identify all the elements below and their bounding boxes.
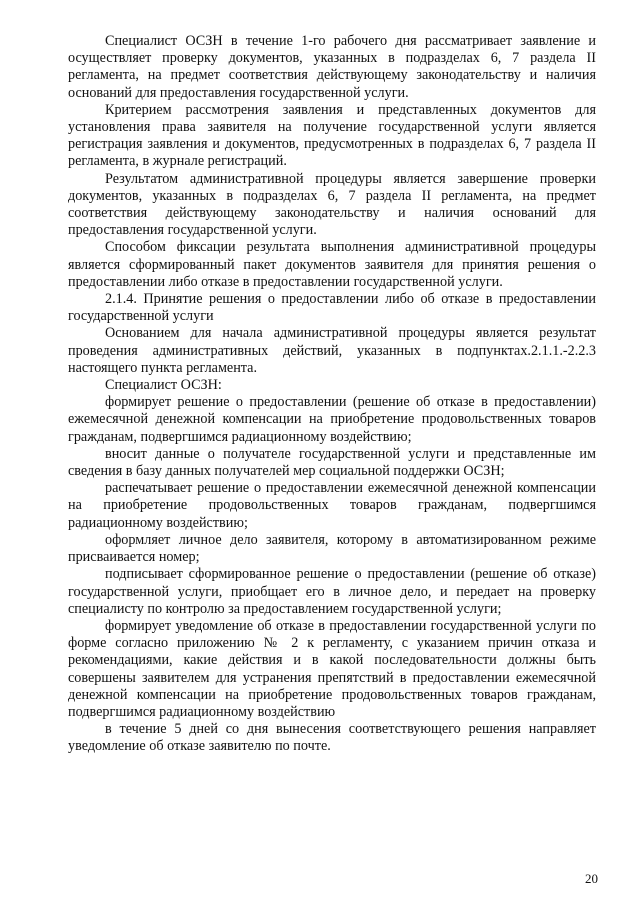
paragraph-review-application: Специалист ОСЗН в течение 1-го рабочего дня рассматривает заявление и осуществляет проверку документов, указанных в подразделах 6, 7 раздела II регламента, на предмет соответствия действующему законодательству и наличия оснований для предоставления государственной услуги. xyxy=(68,33,596,101)
list-item-forms-decision: формирует решение о предоставлении (решение об отказе в предоставлении) ежемесячной денежной компенсации на приобретение продовольственных товаров гражданам, подвергшимся радиационному воздействию; xyxy=(68,394,596,445)
section-heading-2-1-4: 2.1.4. Принятие решения о предоставлении либо об отказе в предоставлении государственной услуги xyxy=(68,291,596,325)
paragraph-procedure-result: Результатом административной процедуры является завершение проверки документов, указанных в подразделах 6, 7 раздела II регламента, на предмет соответствия действующему законодательству и наличия оснований для предоставления государственной услуги. xyxy=(68,170,596,239)
document-body xyxy=(68,33,596,756)
paragraph-specialist-intro: Специалист ОСЗН: xyxy=(105,377,222,394)
page-number: 20 xyxy=(585,871,598,886)
paragraph-review-criterion: Критерием рассмотрения заявления и представленных документов для установления права заявителя на получение государственной услуги является регистрация заявления и документов, предусмотренных в подразделах 6, 7 раздела II регламента, в журнале регистраций. xyxy=(68,101,596,170)
list-item-refusal-notice: формирует уведомление об отказе в предоставлении государственной услуги по форме согласно приложению № 2 к регламенту, с указанием причин отказа и рекомендациями, какие действия и в какой последовательности должны быть совершены заявителем для устранения препятствий в предоставлении ежемесячной денежной компенсации на приобретение продовольственных товаров гражданам, подвергшимся радиационному воздействию xyxy=(68,617,596,720)
list-item-sends-notice: в течение 5 дней со дня вынесения соответствующего решения направляет уведомление об отказе заявителю по почте. xyxy=(68,721,596,755)
paragraph-result-fixation: Способом фиксации результата выполнения административной процедуры является сформированный пакет документов заявителя для принятия решения о предоставлении либо отказе в предоставлении государственной услуги. xyxy=(68,239,596,290)
list-item-personal-file: оформляет личное дело заявителя, которому в автоматизированном режиме присваивается номер; xyxy=(68,531,596,566)
paragraph-procedure-basis: Основанием для начала административной процедуры является результат проведения административных действий, указанных в подпунктах.2.1.1.-2.2.3 настоящего пункта регламента. xyxy=(68,325,596,376)
list-item-enters-data: вносит данные о получателе государственной услуги и представленные им сведения в базу данных получателей мер социальной поддержки ОСЗН; xyxy=(68,445,596,480)
list-item-prints-decision: распечатывает решение о предоставлении ежемесячной денежной компенсации на приобретение продовольственных товаров гражданам, подвергшимся радиационному воздействию; xyxy=(68,480,596,531)
list-item-signs-decision: подписывает сформированное решение о предоставлении (решение об отказе) государственной услуги, приобщает его в личное дело, и передает на проверку специалисту по контролю за предоставлением государственной услуги; xyxy=(68,566,596,617)
